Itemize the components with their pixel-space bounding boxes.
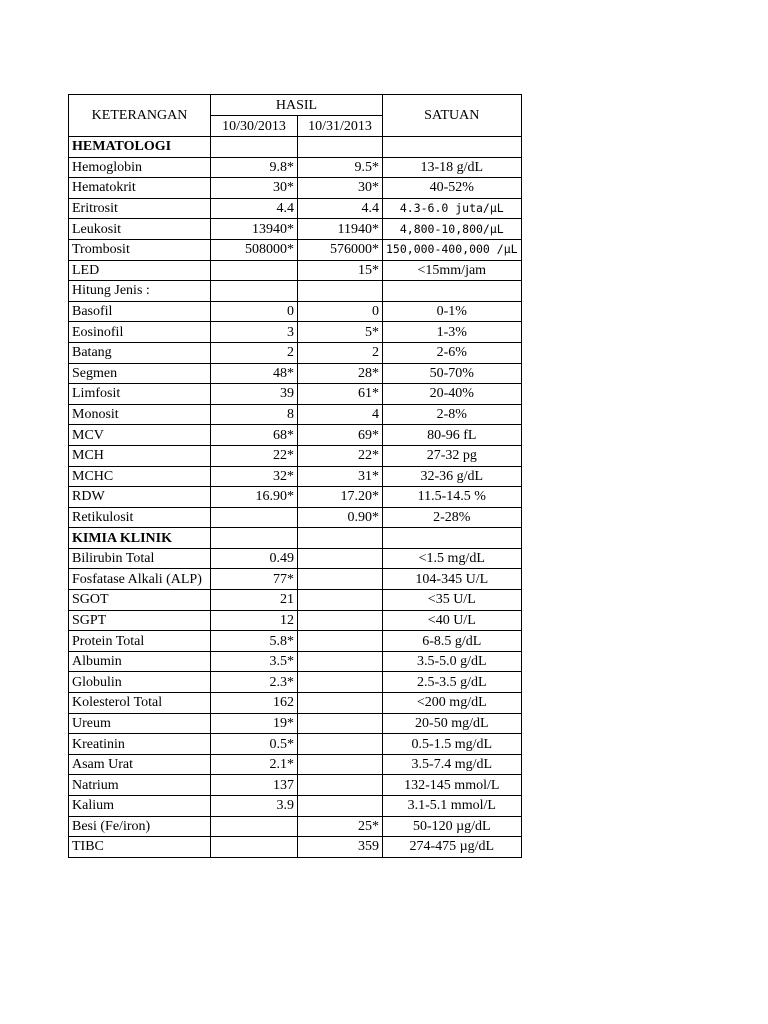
test-name: Retikulosit — [69, 507, 211, 528]
reference-unit: 4.3-6.0 juta/µL — [383, 198, 522, 219]
table-row — [69, 651, 522, 672]
reference-unit: 0-1% — [383, 301, 522, 322]
test-name: Monosit — [69, 404, 211, 425]
reference-unit: <1.5 mg/dL — [383, 548, 522, 569]
test-name: Kreatinin — [69, 734, 211, 755]
test-name: Hemoglobin — [69, 157, 211, 178]
table-row — [69, 507, 522, 528]
reference-unit: 4,800-10,800/µL — [383, 219, 522, 240]
reference-unit: <40 U/L — [383, 610, 522, 631]
header-row-1 — [69, 95, 522, 116]
reference-unit: 20-40% — [383, 384, 522, 405]
section-title: HEMATOLOGI — [69, 137, 211, 158]
result-date-1: 2 — [211, 342, 298, 363]
table-row — [69, 445, 522, 466]
table-row — [69, 713, 522, 734]
result-date-2: 576000* — [298, 239, 383, 260]
header-keterangan: KETERANGAN — [69, 95, 211, 137]
result-date-1 — [211, 507, 298, 528]
result-date-1: 12 — [211, 610, 298, 631]
result-date-2 — [298, 693, 383, 714]
reference-unit: 104-345 U/L — [383, 569, 522, 590]
result-date-1 — [211, 281, 298, 302]
result-date-2 — [298, 734, 383, 755]
empty-cell — [211, 528, 298, 549]
test-name: Eosinofil — [69, 322, 211, 343]
result-date-1: 162 — [211, 693, 298, 714]
result-date-2: 61* — [298, 384, 383, 405]
table-row — [69, 404, 522, 425]
table-row — [69, 260, 522, 281]
table-row — [69, 548, 522, 569]
reference-unit: 32-36 g/dL — [383, 466, 522, 487]
test-name: Hematokrit — [69, 178, 211, 199]
result-date-2: 11940* — [298, 219, 383, 240]
reference-unit: 27-32 pg — [383, 445, 522, 466]
result-date-1 — [211, 837, 298, 858]
result-date-2: 4 — [298, 404, 383, 425]
result-date-2: 0 — [298, 301, 383, 322]
result-date-2 — [298, 713, 383, 734]
header-satuan: SATUAN — [383, 95, 522, 137]
section-row — [69, 528, 522, 549]
table-row — [69, 837, 522, 858]
reference-unit: 274-475 µg/dL — [383, 837, 522, 858]
test-name: Trombosit — [69, 239, 211, 260]
table-row — [69, 754, 522, 775]
result-date-2 — [298, 590, 383, 611]
table-row — [69, 342, 522, 363]
test-name: MCV — [69, 425, 211, 446]
table-row — [69, 178, 522, 199]
result-date-1: 3 — [211, 322, 298, 343]
empty-cell — [211, 137, 298, 158]
table-row — [69, 590, 522, 611]
reference-unit: 20-50 mg/dL — [383, 713, 522, 734]
test-name: SGOT — [69, 590, 211, 611]
test-name: SGPT — [69, 610, 211, 631]
result-date-2: 0.90* — [298, 507, 383, 528]
test-name: Globulin — [69, 672, 211, 693]
test-name: Kalium — [69, 796, 211, 817]
test-name: Batang — [69, 342, 211, 363]
empty-cell — [383, 528, 522, 549]
result-date-2 — [298, 754, 383, 775]
result-date-1: 19* — [211, 713, 298, 734]
result-date-1: 39 — [211, 384, 298, 405]
test-name: Protein Total — [69, 631, 211, 652]
table-row — [69, 569, 522, 590]
test-name: Kolesterol Total — [69, 693, 211, 714]
test-name: Segmen — [69, 363, 211, 384]
result-date-1 — [211, 260, 298, 281]
result-date-1: 13940* — [211, 219, 298, 240]
lab-results-table — [68, 94, 522, 858]
result-date-1: 0 — [211, 301, 298, 322]
reference-unit: 50-70% — [383, 363, 522, 384]
empty-cell — [298, 137, 383, 158]
table-row — [69, 693, 522, 714]
reference-unit: 1-3% — [383, 322, 522, 343]
test-name: Ureum — [69, 713, 211, 734]
result-date-1: 30* — [211, 178, 298, 199]
result-date-2: 22* — [298, 445, 383, 466]
result-date-1: 3.9 — [211, 796, 298, 817]
result-date-1 — [211, 816, 298, 837]
result-date-1: 0.5* — [211, 734, 298, 755]
lab-results-body — [69, 95, 522, 858]
result-date-1: 48* — [211, 363, 298, 384]
result-date-2: 17.20* — [298, 487, 383, 508]
test-name: Asam Urat — [69, 754, 211, 775]
reference-unit: 50-120 µg/dL — [383, 816, 522, 837]
result-date-2 — [298, 775, 383, 796]
table-row — [69, 157, 522, 178]
reference-unit: 3.5-5.0 g/dL — [383, 651, 522, 672]
table-row — [69, 734, 522, 755]
test-name: Bilirubin Total — [69, 548, 211, 569]
reference-unit: 150,000-400,000 /µL — [383, 239, 522, 260]
table-row — [69, 796, 522, 817]
result-date-2: 25* — [298, 816, 383, 837]
result-date-2 — [298, 796, 383, 817]
result-date-2 — [298, 281, 383, 302]
reference-unit: 11.5-14.5 % — [383, 487, 522, 508]
result-date-1: 8 — [211, 404, 298, 425]
table-row — [69, 219, 522, 240]
reference-unit: 2-28% — [383, 507, 522, 528]
result-date-1: 22* — [211, 445, 298, 466]
reference-unit: 2-8% — [383, 404, 522, 425]
reference-unit: <15mm/jam — [383, 260, 522, 281]
test-name: MCHC — [69, 466, 211, 487]
test-name: MCH — [69, 445, 211, 466]
reference-unit: 13-18 g/dL — [383, 157, 522, 178]
empty-cell — [298, 528, 383, 549]
reference-unit: 3.5-7.4 mg/dL — [383, 754, 522, 775]
reference-unit: 3.1-5.1 mmol/L — [383, 796, 522, 817]
table-row — [69, 425, 522, 446]
result-date-1: 32* — [211, 466, 298, 487]
table-row — [69, 610, 522, 631]
result-date-1: 137 — [211, 775, 298, 796]
reference-unit: 2.5-3.5 g/dL — [383, 672, 522, 693]
test-name: Albumin — [69, 651, 211, 672]
result-date-1: 3.5* — [211, 651, 298, 672]
result-date-1: 68* — [211, 425, 298, 446]
result-date-1: 21 — [211, 590, 298, 611]
result-date-2: 28* — [298, 363, 383, 384]
reference-unit: <200 mg/dL — [383, 693, 522, 714]
test-name: Basofil — [69, 301, 211, 322]
result-date-2: 4.4 — [298, 198, 383, 219]
table-row — [69, 466, 522, 487]
test-name: Besi (Fe/iron) — [69, 816, 211, 837]
result-date-2 — [298, 631, 383, 652]
test-name: TIBC — [69, 837, 211, 858]
table-row — [69, 775, 522, 796]
header-hasil: HASIL — [211, 95, 383, 116]
reference-unit: 132-145 mmol/L — [383, 775, 522, 796]
test-name: LED — [69, 260, 211, 281]
result-date-1: 2.1* — [211, 754, 298, 775]
table-row — [69, 322, 522, 343]
table-row — [69, 301, 522, 322]
result-date-2: 359 — [298, 837, 383, 858]
table-row — [69, 281, 522, 302]
table-row — [69, 239, 522, 260]
reference-unit: 40-52% — [383, 178, 522, 199]
test-name: Hitung Jenis : — [69, 281, 211, 302]
result-date-2: 30* — [298, 178, 383, 199]
test-name: Limfosit — [69, 384, 211, 405]
result-date-1: 16.90* — [211, 487, 298, 508]
result-date-2: 5* — [298, 322, 383, 343]
reference-unit: <35 U/L — [383, 590, 522, 611]
result-date-1: 77* — [211, 569, 298, 590]
reference-unit: 2-6% — [383, 342, 522, 363]
header-date-2: 10/31/2013 — [298, 116, 383, 137]
table-row — [69, 198, 522, 219]
result-date-2 — [298, 651, 383, 672]
test-name: RDW — [69, 487, 211, 508]
result-date-2: 15* — [298, 260, 383, 281]
result-date-2: 9.5* — [298, 157, 383, 178]
result-date-1: 2.3* — [211, 672, 298, 693]
result-date-1: 5.8* — [211, 631, 298, 652]
table-row — [69, 672, 522, 693]
result-date-1: 508000* — [211, 239, 298, 260]
result-date-1: 4.4 — [211, 198, 298, 219]
section-title: KIMIA KLINIK — [69, 528, 211, 549]
test-name: Natrium — [69, 775, 211, 796]
table-row — [69, 384, 522, 405]
empty-cell — [383, 137, 522, 158]
table-row — [69, 631, 522, 652]
reference-unit — [383, 281, 522, 302]
table-row — [69, 487, 522, 508]
result-date-2: 31* — [298, 466, 383, 487]
result-date-2: 69* — [298, 425, 383, 446]
reference-unit: 0.5-1.5 mg/dL — [383, 734, 522, 755]
result-date-2 — [298, 548, 383, 569]
result-date-1: 0.49 — [211, 548, 298, 569]
test-name: Fosfatase Alkali (ALP) — [69, 569, 211, 590]
test-name: Leukosit — [69, 219, 211, 240]
result-date-1: 9.8* — [211, 157, 298, 178]
header-date-1: 10/30/2013 — [211, 116, 298, 137]
section-row — [69, 137, 522, 158]
result-date-2 — [298, 672, 383, 693]
reference-unit: 80-96 fL — [383, 425, 522, 446]
result-date-2 — [298, 610, 383, 631]
result-date-2: 2 — [298, 342, 383, 363]
table-row — [69, 363, 522, 384]
table-row — [69, 816, 522, 837]
test-name: Eritrosit — [69, 198, 211, 219]
reference-unit: 6-8.5 g/dL — [383, 631, 522, 652]
result-date-2 — [298, 569, 383, 590]
